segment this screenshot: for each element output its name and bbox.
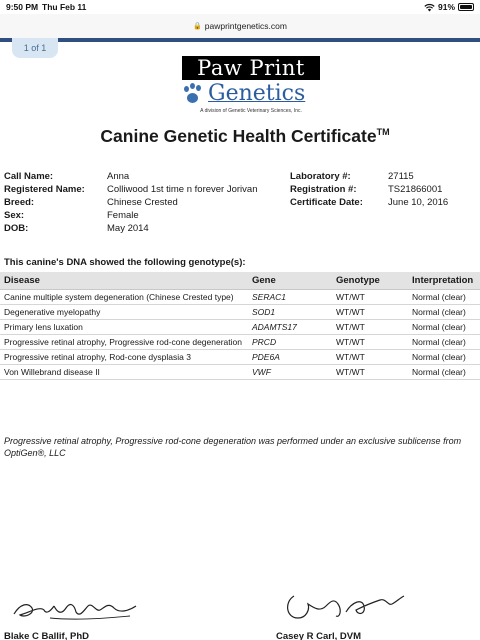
cell-disease: Primary lens luxation (0, 320, 248, 335)
status-bar (0, 0, 480, 14)
cell-interpretation: Normal (clear) (408, 350, 480, 365)
battery-percent: 91% (437, 2, 455, 12)
wifi-icon (424, 3, 435, 12)
cell-gene: SOD1 (248, 305, 332, 320)
certificate-title (0, 126, 480, 147)
logo-line1: Paw Print (182, 56, 320, 80)
table-row (0, 320, 480, 335)
table-row (0, 335, 480, 350)
cell-interpretation: Normal (clear) (408, 335, 480, 350)
lock-icon: 🔒 (193, 23, 202, 30)
header-genotype: Genotype (332, 272, 408, 290)
info-label: DOB: (4, 223, 29, 234)
cell-disease: Progressive retinal atrophy, Progressive rod-cone degeneration (0, 335, 248, 350)
info-row (290, 196, 448, 209)
paw-icon (182, 82, 206, 106)
info-value: Female (107, 210, 139, 221)
header-disease: Disease (0, 272, 248, 290)
cell-interpretation: Normal (clear) (408, 320, 480, 335)
cell-genotype: WT/WT (332, 350, 408, 365)
info-label: Call Name: (4, 171, 54, 182)
logo-tagline: A division of Genetic Veterinary Sciences, Inc. (200, 108, 302, 114)
signatory-right-name: Casey R Carl, DVM (276, 631, 362, 640)
certificate-title-text: Canine Genetic Health Certificate (100, 126, 377, 146)
signature-left (10, 588, 145, 624)
header-gene: Gene (248, 272, 332, 290)
info-value: Anna (107, 171, 130, 182)
info-row (290, 170, 448, 183)
info-row (4, 196, 257, 209)
cell-genotype: WT/WT (332, 320, 408, 335)
info-value: May 2014 (107, 223, 149, 234)
cell-genotype: WT/WT (332, 305, 408, 320)
info-row (290, 183, 448, 196)
signature-right (280, 588, 415, 624)
cell-genotype: WT/WT (332, 365, 408, 380)
info-value: TS21866001 (388, 184, 443, 195)
cell-interpretation: Normal (clear) (408, 290, 480, 305)
cell-gene: PDE6A (248, 350, 332, 365)
page-indicator: 1 of 1 (12, 38, 58, 58)
cell-interpretation: Normal (clear) (408, 365, 480, 380)
dog-info (4, 170, 257, 235)
table-row (0, 305, 480, 320)
status-date: Thu Feb 11 (42, 2, 87, 12)
cell-disease: Canine multiple system degeneration (Chinese Crested type) (0, 290, 248, 305)
info-label: Registered Name: (4, 184, 85, 195)
logo-line2: Genetics (208, 81, 306, 106)
sublicense-note: Progressive retinal atrophy, Progressive rod-cone degeneration was performed under an exclusive sublicense from OptiGen®, LLC (4, 436, 462, 458)
cell-disease: Progressive retinal atrophy, Rod-cone dysplasia 3 (0, 350, 248, 365)
info-label: Registration #: (290, 184, 357, 195)
address-bar[interactable] (0, 14, 480, 38)
table-row (0, 290, 480, 305)
cell-gene: ADAMTS17 (248, 320, 332, 335)
cell-gene: PRCD (248, 335, 332, 350)
battery-icon (458, 3, 474, 11)
info-row (4, 209, 257, 222)
info-label: Breed: (4, 197, 35, 208)
url-text[interactable]: pawprintgenetics.com (204, 21, 287, 31)
info-value: Colliwood 1st time n forever Jorivan (107, 184, 258, 195)
pdf-top-rule (0, 38, 480, 42)
status-time: 9:50 PM (6, 2, 39, 12)
lab-info (290, 170, 448, 209)
cell-gene: SERAC1 (248, 290, 332, 305)
info-label: Laboratory #: (290, 171, 351, 182)
info-row (4, 222, 257, 235)
signatory-left-name: Blake C Ballif, PhD (4, 631, 89, 640)
table-row (0, 365, 480, 380)
cell-genotype: WT/WT (332, 335, 408, 350)
info-value: June 10, 2016 (388, 197, 449, 208)
cell-gene: VWF (248, 365, 332, 380)
cell-genotype: WT/WT (332, 290, 408, 305)
paw-print-genetics-logo (182, 56, 320, 120)
header-interpretation: Interpretation (408, 272, 480, 290)
trademark-mark: TM (376, 127, 390, 138)
genotype-table (0, 272, 480, 380)
info-value: 27115 (388, 171, 414, 182)
info-label: Certificate Date: (290, 197, 363, 208)
table-header-row (0, 272, 480, 290)
info-value: Chinese Crested (107, 197, 178, 208)
status-right (424, 2, 474, 12)
cell-disease: Von Willebrand disease II (0, 365, 248, 380)
dna-heading: This canine's DNA showed the following genotype(s): (4, 257, 246, 268)
info-row (4, 183, 257, 196)
cell-interpretation: Normal (clear) (408, 305, 480, 320)
table-row (0, 350, 480, 365)
cell-disease: Degenerative myelopathy (0, 305, 248, 320)
info-row (4, 170, 257, 183)
info-label: Sex: (4, 210, 25, 221)
